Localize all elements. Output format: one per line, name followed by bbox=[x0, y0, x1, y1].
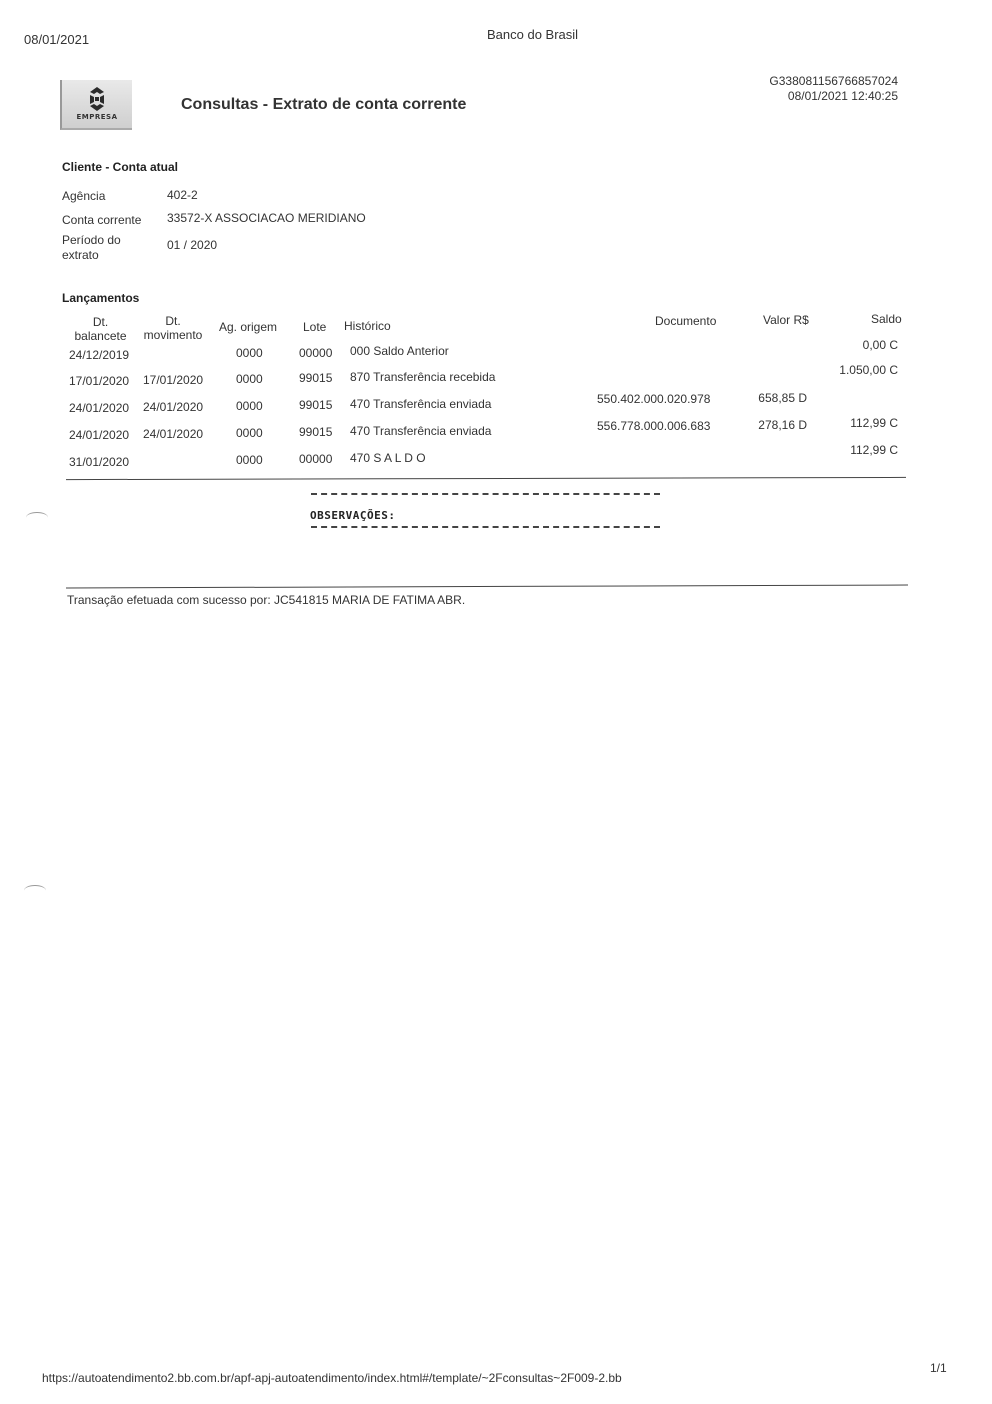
cell-historico: 470 Transferência enviada bbox=[350, 424, 492, 438]
header-dt-movimento-line1: Dt. bbox=[165, 314, 181, 328]
header-valor: Valor R$ bbox=[763, 313, 809, 327]
cell-saldo: 112,99 C bbox=[850, 416, 898, 430]
footer-url: https://autoatendimento2.bb.com.br/apf-apj-autoatendimento/index.html#/template/~2Fconsultas~2F009-2.bb bbox=[42, 1371, 622, 1385]
cell-ag-origem: 0000 bbox=[236, 453, 263, 467]
cell-historico: 470 S A L D O bbox=[350, 451, 426, 465]
print-site-title: Banco do Brasil bbox=[487, 27, 579, 42]
bb-logo-icon bbox=[84, 86, 110, 112]
cell-ag-origem: 0000 bbox=[236, 346, 263, 360]
scan-mark bbox=[24, 885, 46, 896]
cell-lote: 00000 bbox=[299, 346, 333, 360]
agencia-label: Agência bbox=[62, 189, 106, 203]
header-dt-balancete bbox=[68, 315, 133, 343]
header-dt-movimento-line2: movimento bbox=[143, 328, 203, 342]
cell-dt-balancete: 24/12/2019 bbox=[69, 348, 130, 362]
cell-saldo: 112,99 C bbox=[850, 443, 898, 457]
header-dt-movimento bbox=[140, 314, 206, 342]
cell-valor: 278,16 D bbox=[758, 418, 807, 432]
logo-text: EMPRESA bbox=[76, 113, 118, 121]
cell-ag-origem: 0000 bbox=[236, 399, 263, 413]
footer-page-number: 1/1 bbox=[930, 1361, 947, 1375]
reference-code: G338081156766857024 bbox=[769, 74, 898, 88]
cell-lote: 99015 bbox=[299, 371, 333, 385]
cell-dt-movimento: 17/01/2020 bbox=[143, 373, 204, 387]
header-historico: Histórico bbox=[344, 319, 391, 333]
cell-lote: 99015 bbox=[299, 425, 333, 439]
cell-saldo: 0,00 C bbox=[862, 338, 898, 352]
cell-valor: 658,85 D bbox=[758, 391, 807, 405]
header-saldo: Saldo bbox=[871, 312, 902, 326]
agencia-value: 402-2 bbox=[167, 188, 198, 202]
header-dt-balancete-line2: balancete bbox=[74, 329, 127, 343]
header-documento: Documento bbox=[655, 314, 717, 328]
page-title: Consultas - Extrato de conta corrente bbox=[181, 96, 467, 113]
cell-dt-balancete: 31/01/2020 bbox=[69, 455, 130, 469]
cell-dt-balancete: 24/01/2020 bbox=[69, 401, 130, 415]
cell-ag-origem: 0000 bbox=[236, 426, 263, 440]
observacoes-top-dashes bbox=[311, 493, 660, 495]
transaction-rule bbox=[66, 585, 908, 589]
cell-ag-origem: 0000 bbox=[236, 372, 263, 386]
cell-dt-movimento: 24/01/2020 bbox=[143, 427, 204, 441]
periodo-label-line2: extrato bbox=[62, 248, 99, 262]
bank-logo bbox=[60, 80, 132, 130]
cell-dt-movimento: 24/01/2020 bbox=[143, 400, 204, 414]
conta-label: Conta corrente bbox=[62, 213, 142, 227]
header-ag-origem: Ag. origem bbox=[219, 320, 278, 334]
cell-documento: 556.778.000.006.683 bbox=[597, 419, 711, 433]
cell-historico: 870 Transferência recebida bbox=[350, 370, 496, 384]
reference-datetime: 08/01/2021 12:40:25 bbox=[787, 89, 898, 103]
conta-value: 33572-X ASSOCIACAO MERIDIANO bbox=[167, 211, 366, 225]
periodo-label-line1: Período do bbox=[62, 233, 121, 247]
cell-lote: 00000 bbox=[299, 452, 333, 466]
cell-dt-balancete: 24/01/2020 bbox=[69, 428, 130, 442]
lancamentos-section-title: Lançamentos bbox=[62, 291, 140, 305]
cell-historico: 000 Saldo Anterior bbox=[350, 344, 449, 358]
periodo-value: 01 / 2020 bbox=[167, 238, 218, 252]
cell-historico: 470 Transferência enviada bbox=[350, 397, 492, 411]
print-date: 08/01/2021 bbox=[24, 32, 90, 47]
client-section-title: Cliente - Conta atual bbox=[62, 160, 179, 174]
cell-lote: 99015 bbox=[299, 398, 333, 412]
table-bottom-rule bbox=[66, 477, 906, 480]
observacoes-label: OBSERVAÇÕES: bbox=[310, 509, 396, 522]
header-dt-balancete-line1: Dt. bbox=[92, 315, 109, 329]
cell-dt-balancete: 17/01/2020 bbox=[69, 374, 130, 388]
header-lote: Lote bbox=[303, 320, 327, 334]
transaction-message: Transação efetuada com sucesso por: JC541815 MARIA DE FATIMA ABR. bbox=[67, 593, 466, 607]
scan-mark bbox=[26, 512, 48, 523]
cell-saldo: 1.050,00 C bbox=[839, 363, 898, 377]
observacoes-bottom-dashes bbox=[311, 526, 660, 528]
cell-documento: 550.402.000.020.978 bbox=[597, 392, 711, 406]
